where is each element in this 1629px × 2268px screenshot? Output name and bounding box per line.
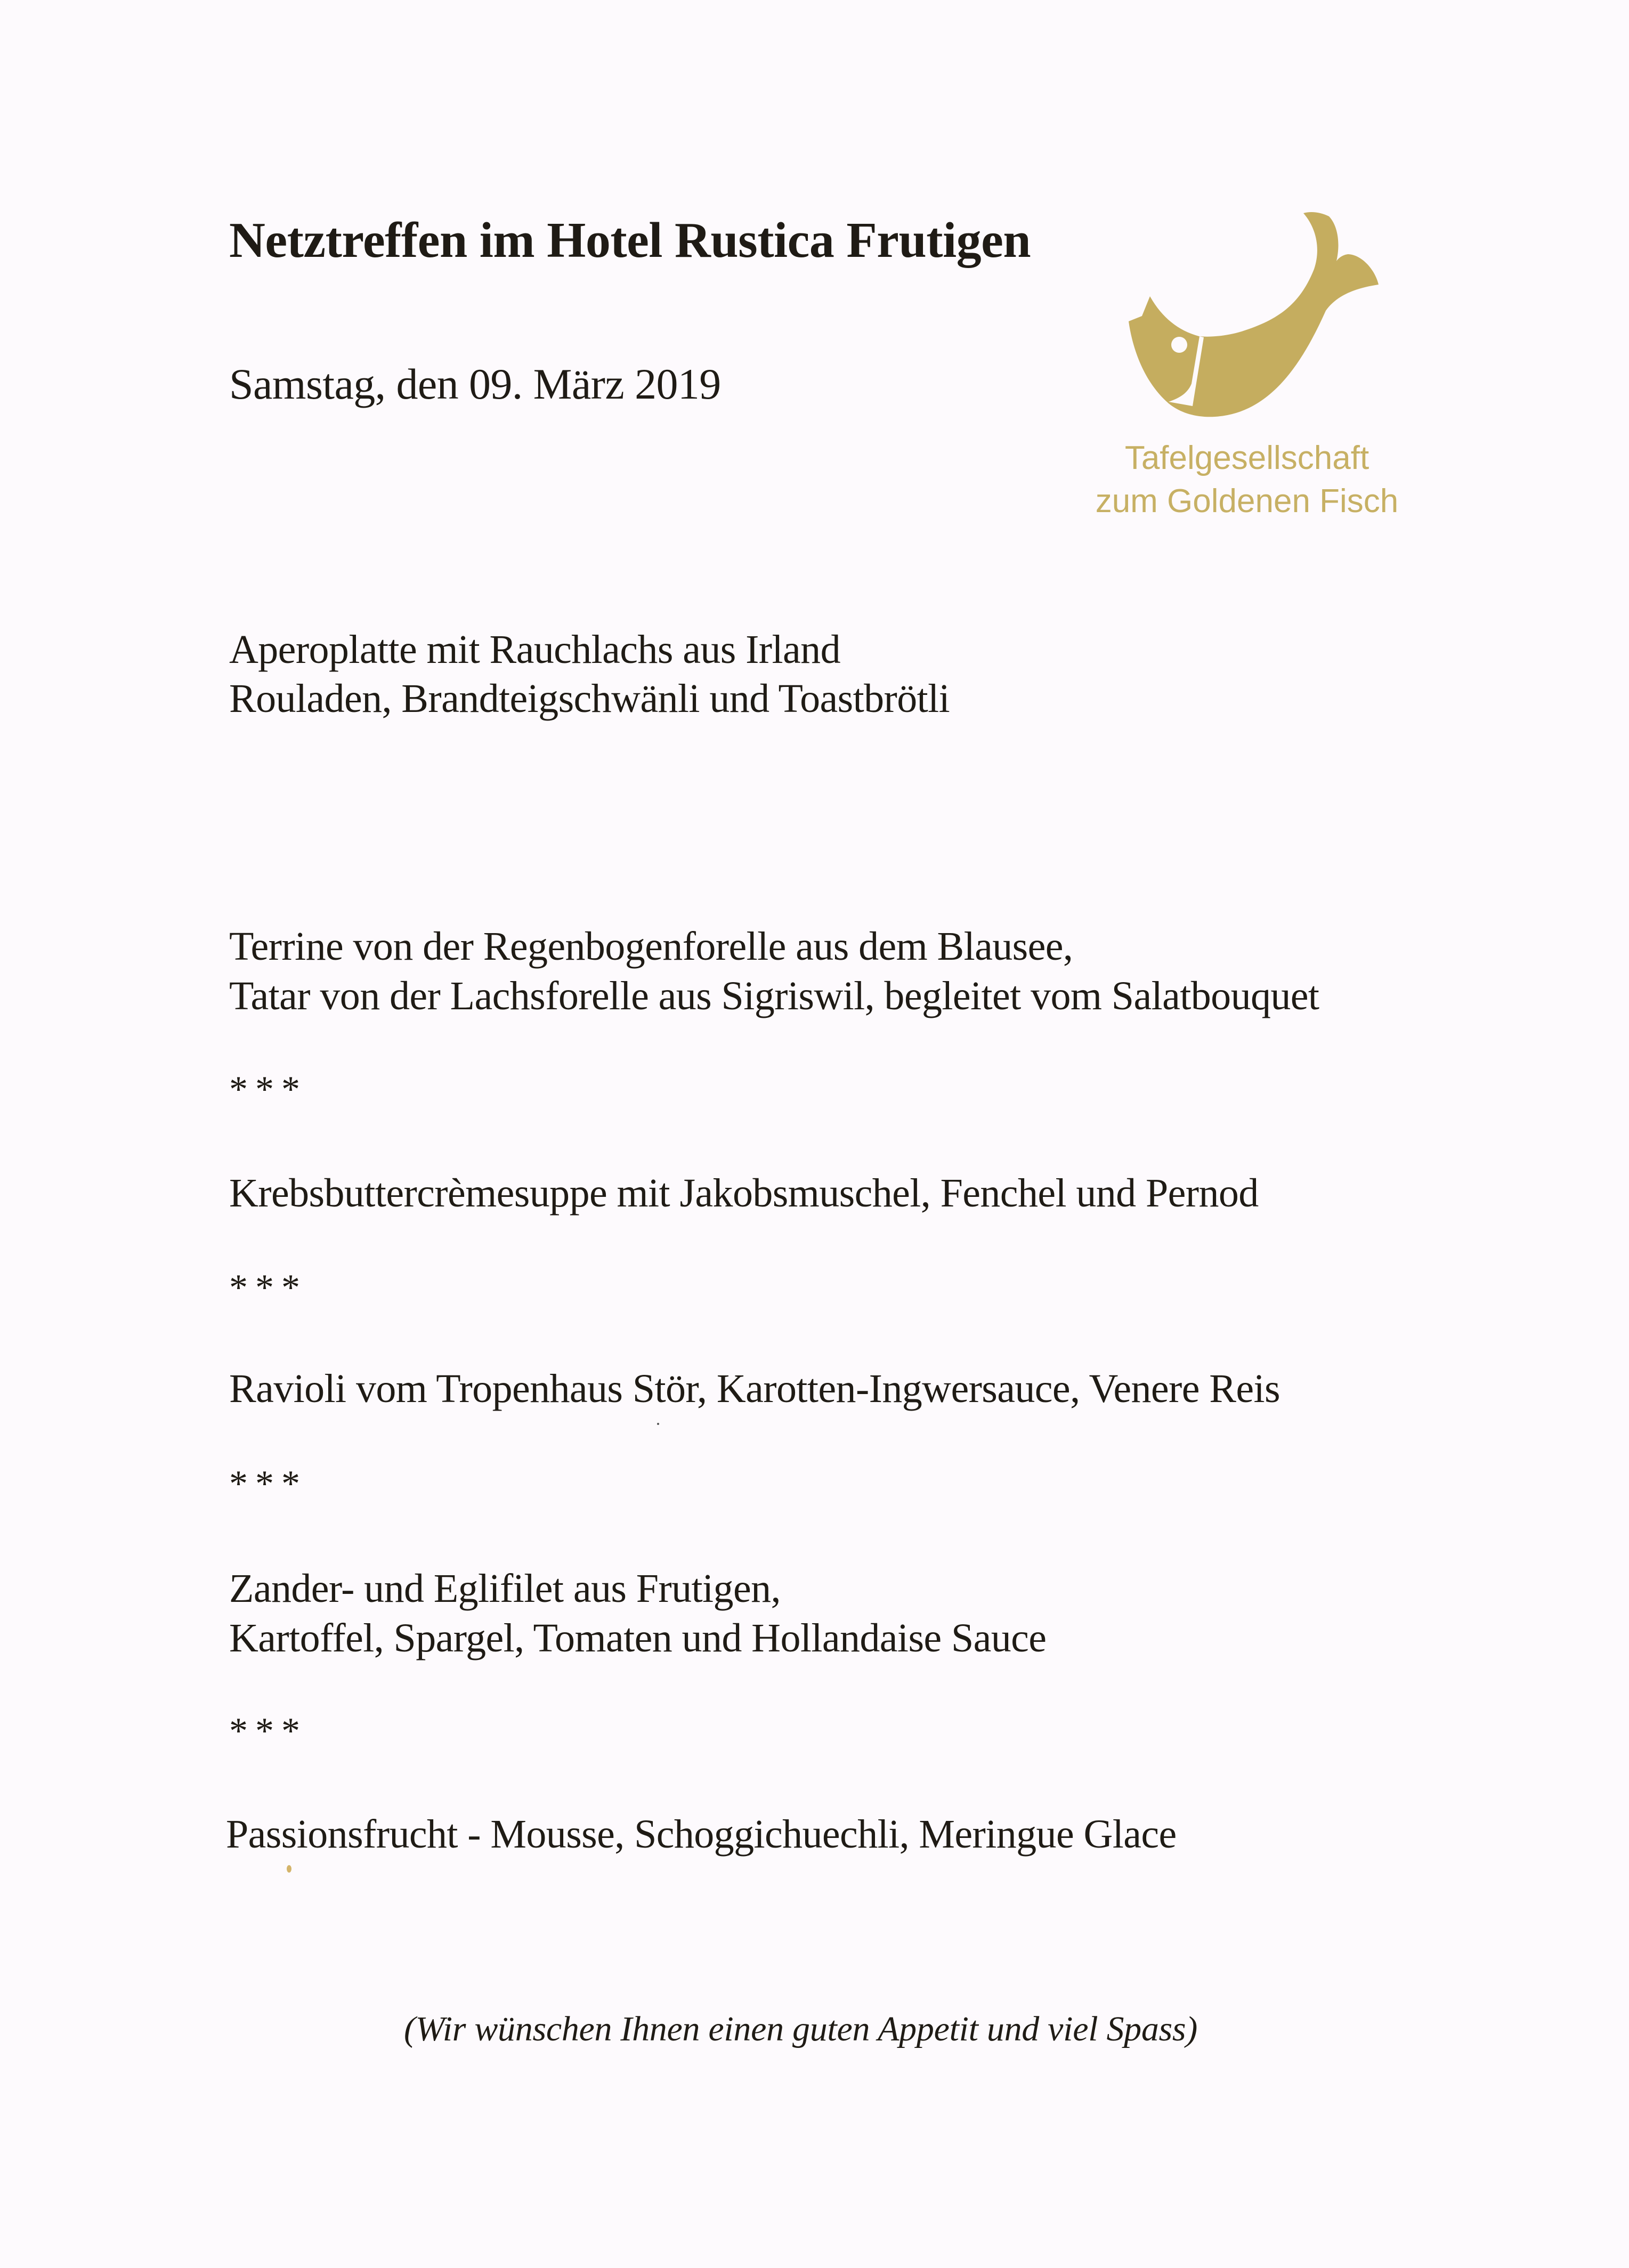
course-separator: *** — [229, 1463, 307, 1504]
event-date: Samstag, den 09. März 2019 — [229, 360, 721, 408]
fish-eye — [1171, 337, 1187, 353]
apero-line-1: Aperoplatte mit Rauchlachs aus Irland — [229, 627, 840, 672]
page-title: Netztreffen im Hotel Rustica Frutigen — [229, 213, 1031, 268]
course-separator: *** — [229, 1267, 307, 1308]
closing-note: (Wir wünschen Ihnen einen guten Appetit und viel Spass) — [404, 2010, 1197, 2048]
course-4-line-1: Zander- und Eglifilet aus Frutigen, — [229, 1566, 781, 1611]
course-3-line-1: Ravioli vom Tropenhaus Stör, Karotten-Ingwersauce, Venere Reis — [229, 1366, 1280, 1411]
course-5-line-1: Passionsfrucht - Mousse, Schoggichuechli, Meringue Glace — [226, 1812, 1177, 1857]
apero-line-2: Rouladen, Brandteigschwänli und Toastbrötli — [229, 676, 950, 721]
logo-line-2: zum Goldenen Fisch — [1095, 483, 1399, 520]
course-4-line-2: Kartoffel, Spargel, Tomaten und Hollandaise Sauce — [229, 1616, 1047, 1661]
paper-speck — [657, 1423, 659, 1425]
fish-body — [1129, 212, 1379, 417]
logo-line-1: Tafelgesellschaft — [1124, 440, 1369, 476]
golden-fish-icon — [1108, 197, 1407, 528]
course-separator: *** — [229, 1711, 307, 1752]
paper-speck — [287, 1865, 291, 1873]
course-2-line-1: Krebsbuttercrèmesuppe mit Jakobsmuschel, Fenchel und Pernod — [229, 1171, 1259, 1216]
course-1-line-2: Tatar von der Lachsforelle aus Sigriswil, begleitet vom Salatbouquet — [229, 974, 1319, 1018]
course-separator: *** — [229, 1069, 307, 1110]
course-1-line-1: Terrine von der Regenbogenforelle aus dem Blausee, — [229, 924, 1073, 969]
